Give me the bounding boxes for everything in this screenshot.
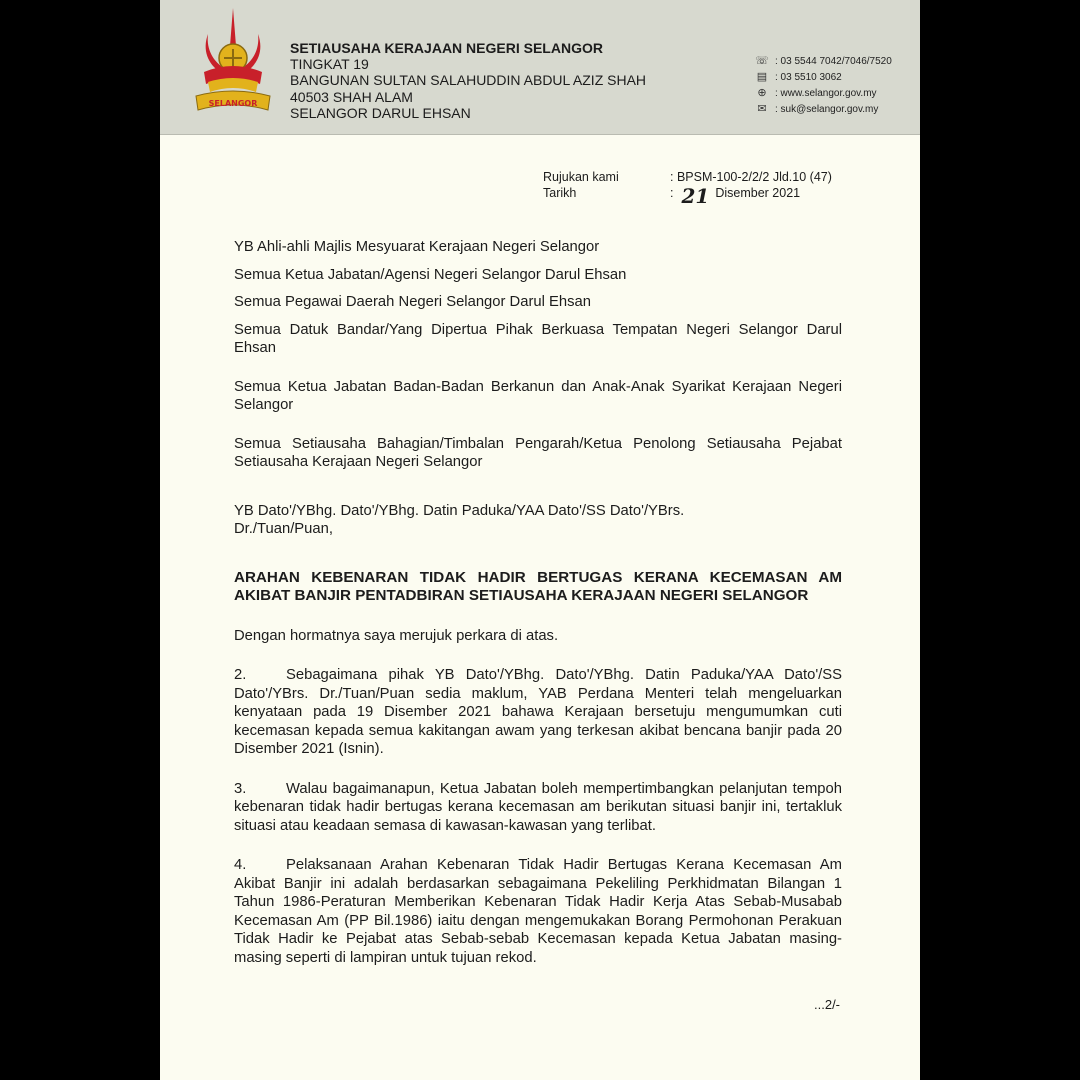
website: : www.selangor.gov.my <box>775 87 877 99</box>
address-line: TINGKAT 19 <box>290 56 369 73</box>
phone-number: : 03 5544 7042/7046/7520 <box>775 55 892 67</box>
letter-body <box>234 238 842 967</box>
date-prefix: : <box>670 185 674 200</box>
contact-phone <box>755 53 892 69</box>
paragraph-number: 4. <box>234 857 247 873</box>
recipient-line: YB Ahli-ahli Majlis Mesyuarat Kerajaan Negeri Selangor <box>234 239 600 255</box>
paragraph-number: 2. <box>234 667 247 683</box>
paragraph-text: Sebagaimana pihak YB Dato'/YBhg. Dato'/YBhg. Datin Paduka/YAA Dato'/SS Dato'/YBrs. Dr./Tuan/Puan sedia maklum, YAB Perdana Menteri telah mengeluarkan kenyataan pada 19 Disember 2021 bahawa Kerajaan bersetuju mengumumkan cuti kecemasan kepada semua kakitangan awam yang terkesan akibat bencana banjir pada 20 Disember 2021 (Isnin). <box>234 667 842 757</box>
recipient-line: Semua Datuk Bandar/Yang Dipertua Pihak Berkuasa Tempatan Negeri Selangor Darul Ehsan <box>234 321 842 356</box>
contact-fax <box>755 69 892 85</box>
reference-label: Rujukan kami <box>543 170 619 184</box>
paragraph-text: Walau bagaimanapun, Ketua Jabatan boleh mempertimbangkan pelanjutan tempoh kebenaran tidak hadir bertugas kerana kecemasan am berikutan situasi banjir ini, tertakluk situasi atau keadaan semasa di kawasan-kawasan yang terlibat. <box>234 780 842 834</box>
date-label: Tarikh <box>543 185 577 200</box>
address-line: 40503 SHAH ALAM <box>290 88 413 105</box>
salutation: YB Dato'/YBhg. Dato'/YBhg. Datin Paduka/YAA Dato'/SS Dato'/YBrs. Dr./Tuan/Puan, <box>234 502 685 537</box>
recipient-line: Semua Ketua Jabatan Badan-Badan Berkanun dan Anak-Anak Syarikat Kerajaan Negeri Selangor <box>234 378 842 413</box>
contact-email <box>755 101 892 117</box>
recipient-line: Semua Pegawai Daerah Negeri Selangor Darul Ehsan <box>234 294 591 310</box>
paragraph-text: Pelaksanaan Arahan Kebenaran Tidak Hadir Bertugas Kerana Kecemasan Am Akibat Banjir ini adalah berdasarkan sebagaimana Pekeliling Perkhidmatan Bilangan 1 Tahun 1986-Peraturan Memberikan Kebenaran Tidak Hadir Kerja Atas Sebab-Musabab Kecemasan Am (PP Bil.1986) iaitu dengan mengemukakan Borang Permohonan Perakuan Tidak Hadir ke Pejabat atas Sebab-sebab Kecemasan kepada Ketua Jabatan masing-masing seperti di lampiran untuk tujuan rekod. <box>234 857 842 966</box>
address-line: SELANGOR DARUL EHSAN <box>290 104 471 121</box>
recipient-line: Semua Setiausaha Bahagian/Timbalan Pengarah/Ketua Penolong Setiausaha Pejabat Setiausaha Kerajaan Negeri Selangor <box>234 435 842 470</box>
letter-page <box>160 0 920 1080</box>
fax-icon: ▤ <box>756 71 768 83</box>
letterhead <box>160 0 920 135</box>
selangor-crest-icon <box>188 6 278 124</box>
contact-list <box>755 53 892 117</box>
address-line: BANGUNAN SULTAN SALAHUDDIN ABDUL AZIZ SHAH <box>290 72 647 89</box>
handwritten-day: 21 <box>681 183 710 208</box>
globe-icon: ⊕ <box>757 87 767 99</box>
paragraph-number: 3. <box>234 780 247 797</box>
contact-web <box>755 85 892 101</box>
organisation-name: SETIAUSAHA KERAJAAN NEGERI SELANGOR <box>290 40 603 56</box>
organisation-block <box>290 40 646 121</box>
page-continuation-marker: ...2/- <box>814 997 841 1012</box>
email-address: : suk@selangor.gov.my <box>775 103 879 115</box>
email-icon: ✉ <box>757 103 767 115</box>
paragraph <box>234 780 842 836</box>
crest-label: SELANGOR <box>208 99 258 108</box>
date-month-year: Disember 2021 <box>715 185 801 200</box>
letter-subject: ARAHAN KEBENARAN TIDAK HADIR BERTUGAS KERANA KECEMASAN AM AKIBAT BANJIR PENTADBIRAN SETIAUSAHA KERAJAAN NEGERI SELANGOR <box>234 568 842 604</box>
paragraph <box>234 666 842 759</box>
reference-value: : BPSM-100-2/2/2 Jld.10 (47) <box>670 170 832 184</box>
paragraph <box>234 856 842 967</box>
phone-icon: ☏ <box>755 55 769 67</box>
opening-line: Dengan hormatnya saya merujuk perkara di atas. <box>234 627 559 644</box>
date-row <box>543 183 832 208</box>
fax-number: : 03 5510 3062 <box>775 71 842 83</box>
recipient-line: Semua Ketua Jabatan/Agensi Negeri Selangor Darul Ehsan <box>234 266 627 283</box>
reference-block <box>543 170 832 208</box>
